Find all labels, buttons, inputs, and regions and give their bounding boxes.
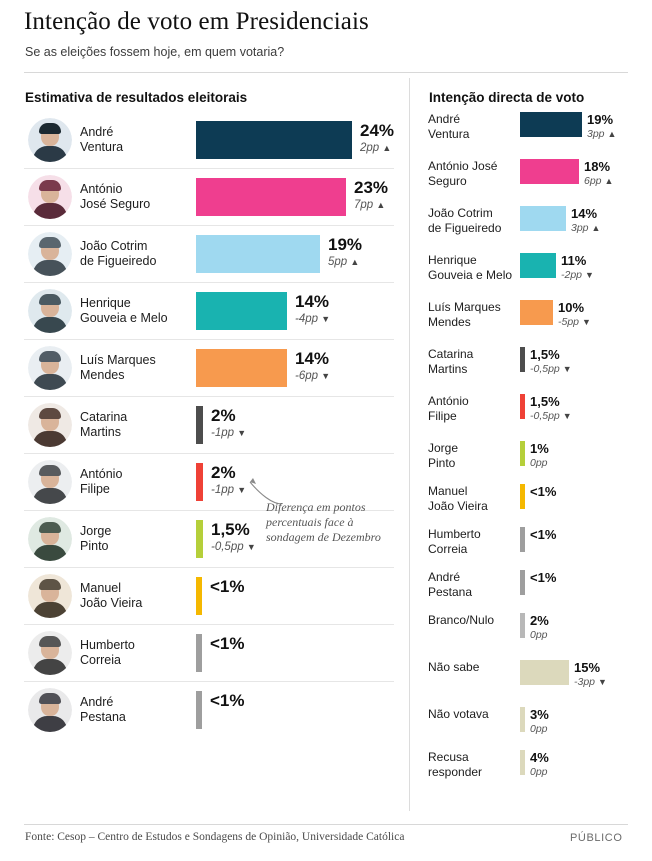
row-label: Henrique Gouveia e Melo bbox=[428, 253, 513, 282]
diff-label: 0pp bbox=[530, 723, 548, 735]
row-label: Manuel João Vieira bbox=[428, 484, 488, 513]
bar bbox=[196, 406, 203, 444]
candidate-name: André Ventura bbox=[80, 125, 124, 154]
bar bbox=[196, 520, 203, 558]
list-item bbox=[428, 750, 638, 790]
diff-label: 0pp bbox=[530, 766, 548, 778]
candidate-name: Jorge Pinto bbox=[80, 524, 112, 553]
diff-label: -0,5pp ▼ bbox=[211, 541, 256, 553]
bar bbox=[520, 300, 553, 325]
diff-label: 0pp bbox=[530, 457, 548, 469]
bar bbox=[520, 206, 566, 231]
bar bbox=[520, 707, 525, 732]
bar bbox=[196, 691, 202, 729]
list-item bbox=[428, 347, 638, 387]
candidate-name: André Pestana bbox=[80, 695, 126, 724]
candidate-name: João Cotrim de Figueiredo bbox=[80, 239, 157, 268]
value-label: 1,5% bbox=[530, 347, 560, 362]
candidate-name: Luís Marques Mendes bbox=[80, 353, 156, 382]
bar bbox=[196, 235, 320, 273]
row-label: Branco/Nulo bbox=[428, 613, 495, 627]
divider-top bbox=[24, 72, 628, 73]
list-item bbox=[428, 484, 638, 520]
row-label: João Cotrim de Figueiredo bbox=[428, 206, 502, 235]
value-label: 10% bbox=[558, 300, 585, 315]
value-label: 2% bbox=[211, 406, 236, 425]
avatar bbox=[28, 175, 72, 219]
value-label: 19% bbox=[328, 235, 363, 254]
bar bbox=[196, 577, 202, 615]
bar bbox=[520, 527, 525, 552]
value-label: 1,5% bbox=[530, 394, 560, 409]
value-label: 18% bbox=[584, 159, 611, 174]
table-row bbox=[24, 283, 394, 340]
value-label: 2% bbox=[211, 463, 236, 482]
list-item bbox=[428, 206, 638, 246]
table-row bbox=[24, 340, 394, 397]
value-label: <1% bbox=[530, 570, 557, 585]
value-label: 14% bbox=[295, 349, 330, 368]
bar bbox=[520, 347, 525, 372]
value-label: 11% bbox=[561, 253, 587, 268]
list-item bbox=[428, 300, 638, 340]
value-label: 23% bbox=[354, 178, 389, 197]
avatar bbox=[28, 232, 72, 276]
value-label: <1% bbox=[530, 527, 557, 542]
value-label: 4% bbox=[530, 750, 549, 765]
bar bbox=[196, 634, 202, 672]
divider-vertical bbox=[409, 78, 410, 811]
bar bbox=[520, 484, 525, 509]
annotation-text: Diferença em pontos percentuais face à sondagem de Dezembro bbox=[266, 500, 381, 544]
value-label: <1% bbox=[530, 484, 557, 499]
row-label: Não sabe bbox=[428, 660, 480, 674]
list-item bbox=[428, 613, 638, 653]
bar bbox=[520, 570, 525, 595]
avatar bbox=[28, 403, 72, 447]
table-row bbox=[24, 226, 394, 283]
value-label: 14% bbox=[571, 206, 598, 221]
candidate-name: Manuel João Vieira bbox=[80, 581, 143, 610]
candidate-name: António Filipe bbox=[80, 467, 123, 496]
list-item bbox=[428, 441, 638, 477]
avatar bbox=[28, 688, 72, 732]
chart-estimativa bbox=[24, 112, 394, 738]
bar-cell bbox=[196, 568, 394, 624]
diff-label: -3pp ▼ bbox=[574, 676, 607, 688]
chart-intencao-directa bbox=[428, 112, 638, 797]
bar bbox=[196, 178, 346, 216]
bar-cell bbox=[196, 226, 394, 282]
list-item bbox=[428, 112, 638, 152]
table-row bbox=[24, 625, 394, 682]
bar bbox=[196, 292, 287, 330]
diff-label: 3pp ▲ bbox=[571, 222, 601, 234]
diff-label: 0pp bbox=[530, 629, 548, 641]
diff-label: 6pp ▲ bbox=[584, 175, 614, 187]
list-item bbox=[428, 570, 638, 606]
bar bbox=[520, 159, 579, 184]
candidate-name: Catarina Martins bbox=[80, 410, 128, 439]
bar-cell bbox=[196, 169, 394, 225]
table-row bbox=[24, 397, 394, 454]
list-item bbox=[428, 159, 638, 199]
source-note: Fonte: Cesop – Centro de Estudos e Sondagens de Opinião, Universidade Católica bbox=[25, 831, 405, 843]
diff-label: 3pp ▲ bbox=[587, 128, 617, 140]
bar bbox=[520, 394, 525, 419]
bar-cell bbox=[196, 682, 394, 738]
row-label: Recusa responder bbox=[428, 750, 483, 779]
value-label: <1% bbox=[210, 691, 245, 710]
value-label: <1% bbox=[210, 634, 245, 653]
table-row bbox=[24, 169, 394, 226]
bar bbox=[196, 463, 203, 501]
candidate-name: Henrique Gouveia e Melo bbox=[80, 296, 168, 325]
table-row bbox=[24, 682, 394, 738]
table-row bbox=[24, 112, 394, 169]
value-label: 14% bbox=[295, 292, 330, 311]
bar-cell bbox=[196, 625, 394, 681]
bar bbox=[520, 253, 556, 278]
value-label: 19% bbox=[587, 112, 614, 127]
avatar bbox=[28, 346, 72, 390]
list-item bbox=[428, 253, 638, 293]
row-label: António José Seguro bbox=[428, 159, 498, 188]
bar bbox=[520, 112, 582, 137]
avatar bbox=[28, 517, 72, 561]
bar bbox=[520, 441, 525, 466]
avatar bbox=[28, 460, 72, 504]
value-label: 1,5% bbox=[211, 520, 250, 539]
diff-label: -1pp ▼ bbox=[211, 484, 247, 496]
bar-cell bbox=[196, 397, 394, 453]
bar bbox=[520, 660, 569, 685]
value-label: 24% bbox=[360, 121, 395, 140]
row-label: Catarina Martins bbox=[428, 347, 474, 376]
candidate-name: António José Seguro bbox=[80, 182, 151, 211]
value-label: 3% bbox=[530, 707, 549, 722]
row-label: André Pestana bbox=[428, 570, 473, 599]
avatar bbox=[28, 118, 72, 162]
diff-label: -4pp ▼ bbox=[295, 313, 331, 325]
diff-label: -0,5pp ▼ bbox=[530, 410, 572, 422]
candidate-name: Humberto Correia bbox=[80, 638, 135, 667]
row-label: António Filipe bbox=[428, 394, 469, 423]
list-item bbox=[428, 394, 638, 434]
diff-label: -0,5pp ▼ bbox=[530, 363, 572, 375]
brand-label: PÚBLICO bbox=[570, 832, 623, 844]
list-item bbox=[428, 527, 638, 563]
diff-label: 7pp ▲ bbox=[354, 199, 386, 211]
value-label: 1% bbox=[530, 441, 549, 456]
row-label: André Ventura bbox=[428, 112, 470, 141]
value-label: 2% bbox=[530, 613, 549, 628]
list-item bbox=[428, 660, 638, 700]
avatar bbox=[28, 631, 72, 675]
bar bbox=[520, 613, 525, 638]
table-row bbox=[24, 568, 394, 625]
bar-cell bbox=[196, 340, 394, 396]
value-label: <1% bbox=[210, 577, 245, 596]
diff-label: 5pp ▲ bbox=[328, 256, 360, 268]
diff-label: -2pp ▼ bbox=[561, 269, 594, 281]
row-label: Humberto Correia bbox=[428, 527, 481, 556]
list-item bbox=[428, 707, 638, 743]
row-label: Não votava bbox=[428, 707, 489, 721]
bar-cell bbox=[196, 112, 394, 168]
diff-label: 2pp ▲ bbox=[360, 142, 392, 154]
avatar bbox=[28, 289, 72, 333]
row-label: Jorge Pinto bbox=[428, 441, 459, 470]
row-label: Luís Marques Mendes bbox=[428, 300, 501, 329]
bar bbox=[196, 121, 352, 159]
bar-cell bbox=[196, 283, 394, 339]
section-title-left: Estimativa de resultados eleitorais bbox=[25, 90, 248, 105]
value-label: 15% bbox=[574, 660, 601, 675]
avatar bbox=[28, 574, 72, 618]
diff-label: -1pp ▼ bbox=[211, 427, 247, 439]
bar bbox=[520, 750, 525, 775]
page-title: Intenção de voto em Presidenciais bbox=[24, 8, 369, 35]
section-title-right: Intenção directa de voto bbox=[429, 90, 585, 105]
diff-label: -6pp ▼ bbox=[295, 370, 331, 382]
bar bbox=[196, 349, 287, 387]
page-subtitle: Se as eleições fossem hoje, em quem votaria? bbox=[25, 45, 285, 59]
divider-bottom bbox=[24, 824, 628, 825]
diff-label: -5pp ▼ bbox=[558, 316, 591, 328]
